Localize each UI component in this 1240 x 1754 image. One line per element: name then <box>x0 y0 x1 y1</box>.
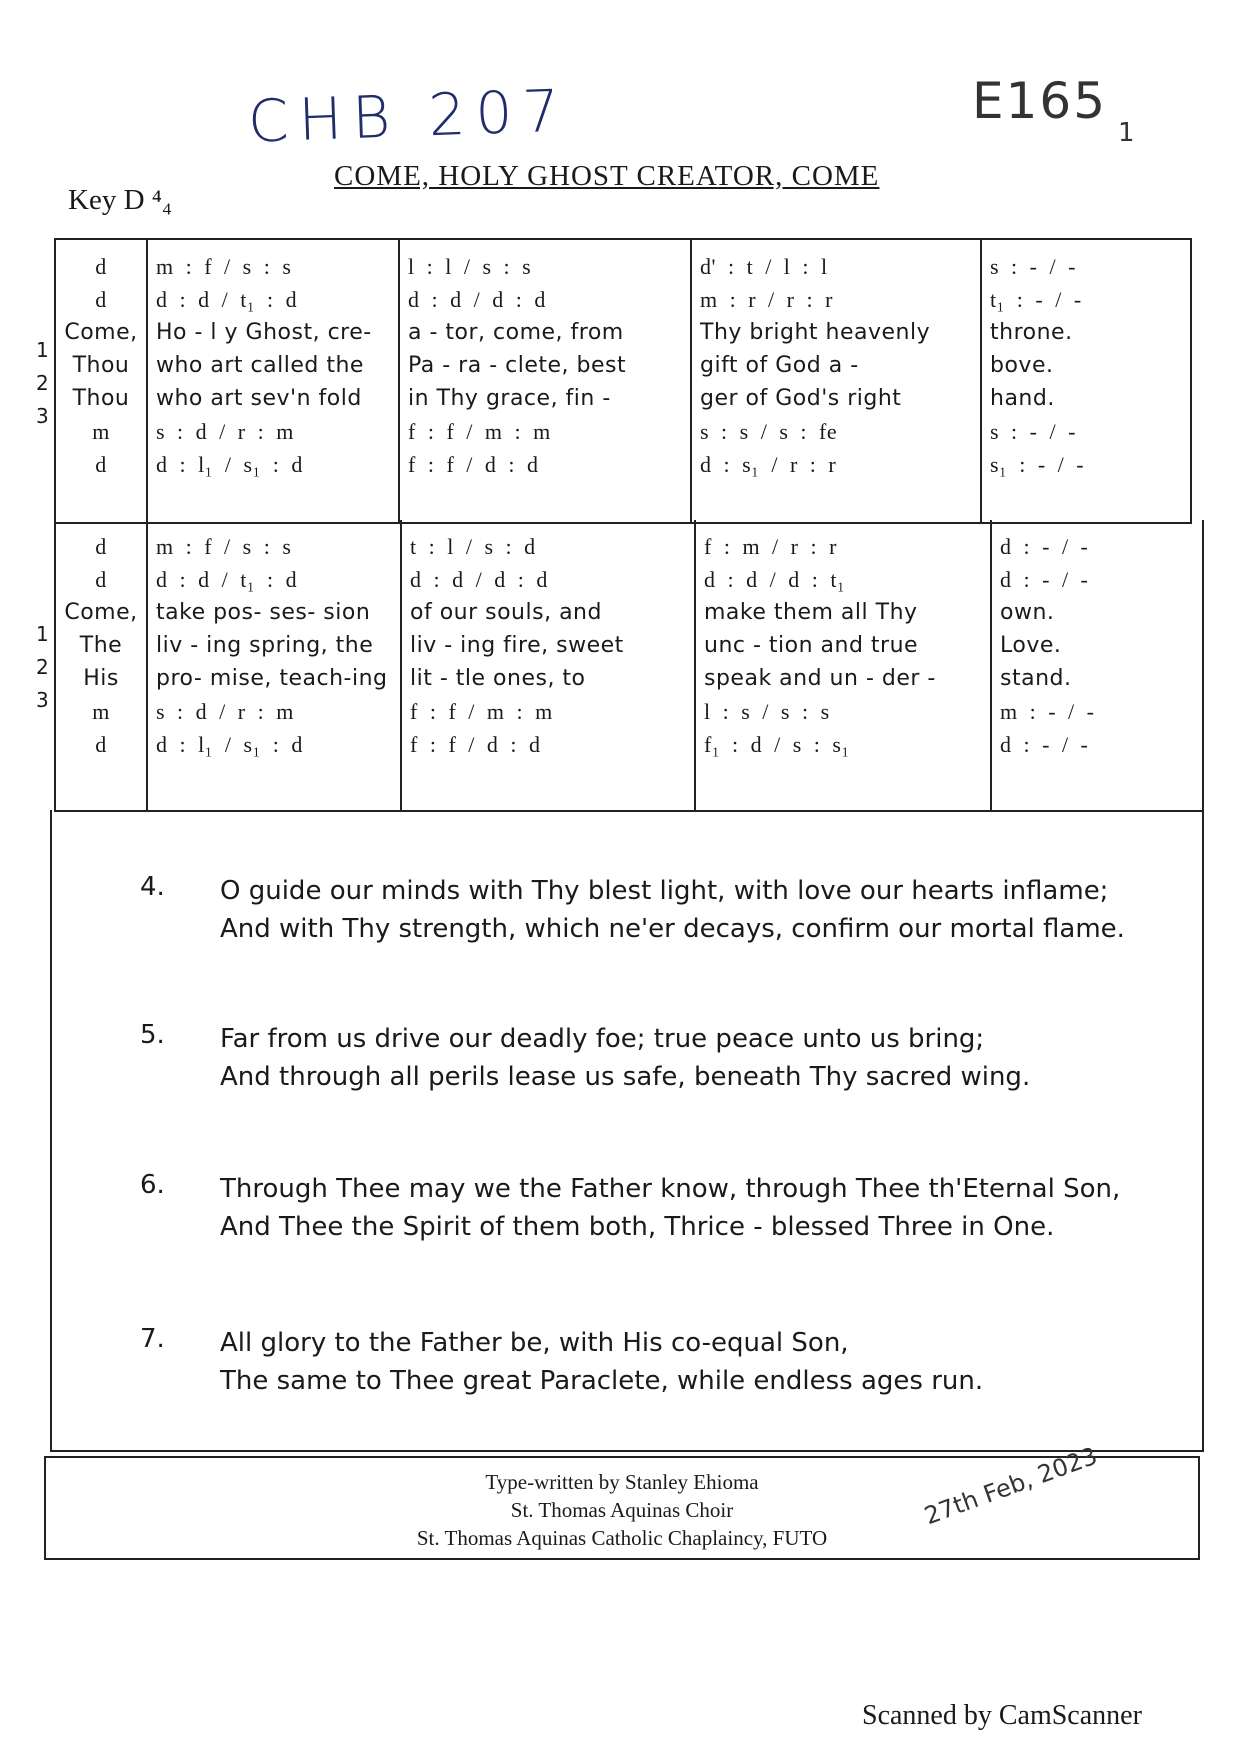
solfa-line: d : d / t₁ : d <box>156 287 298 312</box>
handwritten-reference-sub: 1 <box>1118 118 1135 148</box>
lyric-line: liv - ing fire, sweet <box>410 633 624 658</box>
lyric-line: take pos- ses- sion <box>156 600 371 625</box>
lyric-line: Pa - ra - clete, best <box>408 353 627 378</box>
lyric-line: Love. <box>1000 633 1062 658</box>
verse-line: The same to Thee great Paraclete, while endless ages run. <box>220 1366 984 1396</box>
score-column <box>696 520 992 810</box>
verse-line: And through all perils lease us safe, beneath Thy sacred wing. <box>220 1062 1031 1092</box>
verse-number: 3 <box>36 688 49 712</box>
verse-6 <box>140 1170 1120 1246</box>
verse-number: 5. <box>140 1020 165 1050</box>
solfa-line: t : l / s : d <box>410 534 536 559</box>
score-column <box>992 520 1202 810</box>
lyric-line: a - tor, come, from <box>408 320 624 345</box>
verse-number: 2 <box>36 371 49 395</box>
lyric-line: throne. <box>990 320 1073 345</box>
solfa-line: s₁ : - / - <box>990 452 1085 477</box>
lyric-line: who art called the <box>156 353 364 378</box>
solfa-line: m : - / - <box>1000 699 1095 724</box>
verse-line: Through Thee may we the Father know, through Thee th'Eternal Son, <box>220 1174 1121 1204</box>
handwritten-reference: E165 <box>972 72 1108 130</box>
solfa-line: d : d / d : d <box>408 287 546 312</box>
lyric-line: in Thy grace, fin - <box>408 386 611 411</box>
lyric-line: unc - tion and true <box>704 633 919 658</box>
solfa-line: d' : t / l : l <box>700 254 828 279</box>
solfa-line: d : s₁ / r : r <box>700 452 837 477</box>
verse-number: 3 <box>36 404 49 428</box>
lyric-line: Come, <box>64 600 138 625</box>
verse-number: 1 <box>36 338 49 362</box>
verse-line: O guide our minds with Thy blest light, with love our hearts inflame; <box>220 876 1109 906</box>
solfa-line: d <box>95 287 107 312</box>
scanner-watermark: Scanned by CamScanner <box>862 1700 1142 1731</box>
lyric-line: bove. <box>990 353 1054 378</box>
solfa-line: s : s / s : fe <box>700 419 838 444</box>
solfa-line: f : f / d : d <box>408 452 539 477</box>
verse-line: Far from us drive our deadly foe; true peace unto us bring; <box>220 1024 985 1054</box>
verse-number: 4. <box>140 872 165 902</box>
credit-typist: Type-written by Stanley Ehioma <box>485 1470 759 1494</box>
verse-line: All glory to the Father be, with His co-equal Son, <box>220 1328 849 1358</box>
solfa-line: f₁ : d / s : s₁ <box>704 732 850 757</box>
solfa-line: d <box>95 567 107 592</box>
lyric-line: ger of God's right <box>700 386 902 411</box>
solfa-line: d : d / d : d <box>410 567 548 592</box>
verse-5 <box>140 1020 1030 1096</box>
score-column <box>692 240 982 522</box>
lyric-line: Thou <box>72 353 130 378</box>
lyric-line: stand. <box>1000 666 1072 691</box>
lyric-line: Come, <box>64 320 138 345</box>
lyric-line: liv - ing spring, the <box>156 633 374 658</box>
lyric-line: speak and un - der - <box>704 666 936 691</box>
lyric-line: who art sev'n fold <box>156 386 362 411</box>
score-system-bottom <box>54 520 1204 812</box>
handwritten-date: 27th Feb, 2023 <box>920 1441 1101 1531</box>
verse-number: 1 <box>36 622 49 646</box>
key-signature: Key D ⁴₄ <box>68 184 172 216</box>
lyric-line: own. <box>1000 600 1055 625</box>
solfa-line: m : r / r : r <box>700 287 833 312</box>
score-column <box>148 240 400 522</box>
solfa-line: f : f / m : m <box>410 699 553 724</box>
handwritten-hymn-number: CHB 207 <box>246 76 571 156</box>
solfa-line: d <box>95 452 107 477</box>
solfa-line: d <box>95 254 107 279</box>
score-column <box>56 240 148 522</box>
hymn-title: COME, HOLY GHOST CREATOR, COME <box>334 160 880 192</box>
additional-verses-box <box>50 810 1204 1452</box>
lyric-line: gift of God a - <box>700 353 859 378</box>
solfa-line: s : d / r : m <box>156 699 294 724</box>
solfa-line: d : - / - <box>1000 534 1089 559</box>
solfa-line: f : f / m : m <box>408 419 551 444</box>
score-column <box>982 240 1190 522</box>
lyric-line: Thy bright heavenly <box>700 320 931 345</box>
solfa-line: d : d / t₁ : d <box>156 567 298 592</box>
solfa-line: d : - / - <box>1000 732 1089 757</box>
lyric-line: hand. <box>990 386 1055 411</box>
verse-number: 7. <box>140 1324 165 1354</box>
solfa-line: m <box>92 699 110 724</box>
verse-7 <box>140 1324 983 1400</box>
verse-line: And with Thy strength, which ne'er decays, confirm our mortal flame. <box>220 914 1125 944</box>
lyric-line: Ho - l y Ghost, cre- <box>156 320 372 345</box>
lyric-line: make them all Thy <box>704 600 918 625</box>
solfa-line: m : f / s : s <box>156 534 292 559</box>
score-column <box>148 520 402 810</box>
verse-line: And Thee the Spirit of them both, Thrice - blessed Three in One. <box>220 1212 1055 1242</box>
solfa-line: l : l / s : s <box>408 254 532 279</box>
score-column <box>56 520 148 810</box>
solfa-line: f : f / d : d <box>410 732 541 757</box>
credit-choir: St. Thomas Aquinas Choir <box>510 1498 734 1522</box>
solfa-line: d : l₁ / s₁ : d <box>156 732 303 757</box>
solfa-line: l : s / s : s <box>704 699 830 724</box>
score-column <box>400 240 692 522</box>
solfa-line: t₁ : - / - <box>990 287 1082 312</box>
credit-chaplaincy: St. Thomas Aquinas Catholic Chaplaincy, FUTO <box>416 1526 828 1550</box>
solfa-line: d : - / - <box>1000 567 1089 592</box>
lyric-line: Thou <box>72 386 130 411</box>
solfa-line: s : - / - <box>990 419 1076 444</box>
solfa-line: d <box>95 732 107 757</box>
score-column <box>402 520 696 810</box>
lyric-line: His <box>83 666 119 691</box>
solfa-line: d : d / d : t₁ <box>704 567 846 592</box>
solfa-line: m <box>92 419 110 444</box>
solfa-line: d : l₁ / s₁ : d <box>156 452 303 477</box>
solfa-line: d <box>95 534 107 559</box>
lyric-line: lit - tle ones, to <box>410 666 586 691</box>
lyric-line: The <box>79 633 123 658</box>
lyric-line: pro- mise, teach-ing <box>156 666 388 691</box>
verse-number: 2 <box>36 655 49 679</box>
solfa-line: s : d / r : m <box>156 419 294 444</box>
solfa-line: m : f / s : s <box>156 254 292 279</box>
lyric-line: of our souls, and <box>410 600 602 625</box>
solfa-line: s : - / - <box>990 254 1076 279</box>
verse-4 <box>140 872 1125 948</box>
score-system-top <box>54 238 1192 524</box>
solfa-line: f : m / r : r <box>704 534 837 559</box>
verse-number: 6. <box>140 1170 165 1200</box>
